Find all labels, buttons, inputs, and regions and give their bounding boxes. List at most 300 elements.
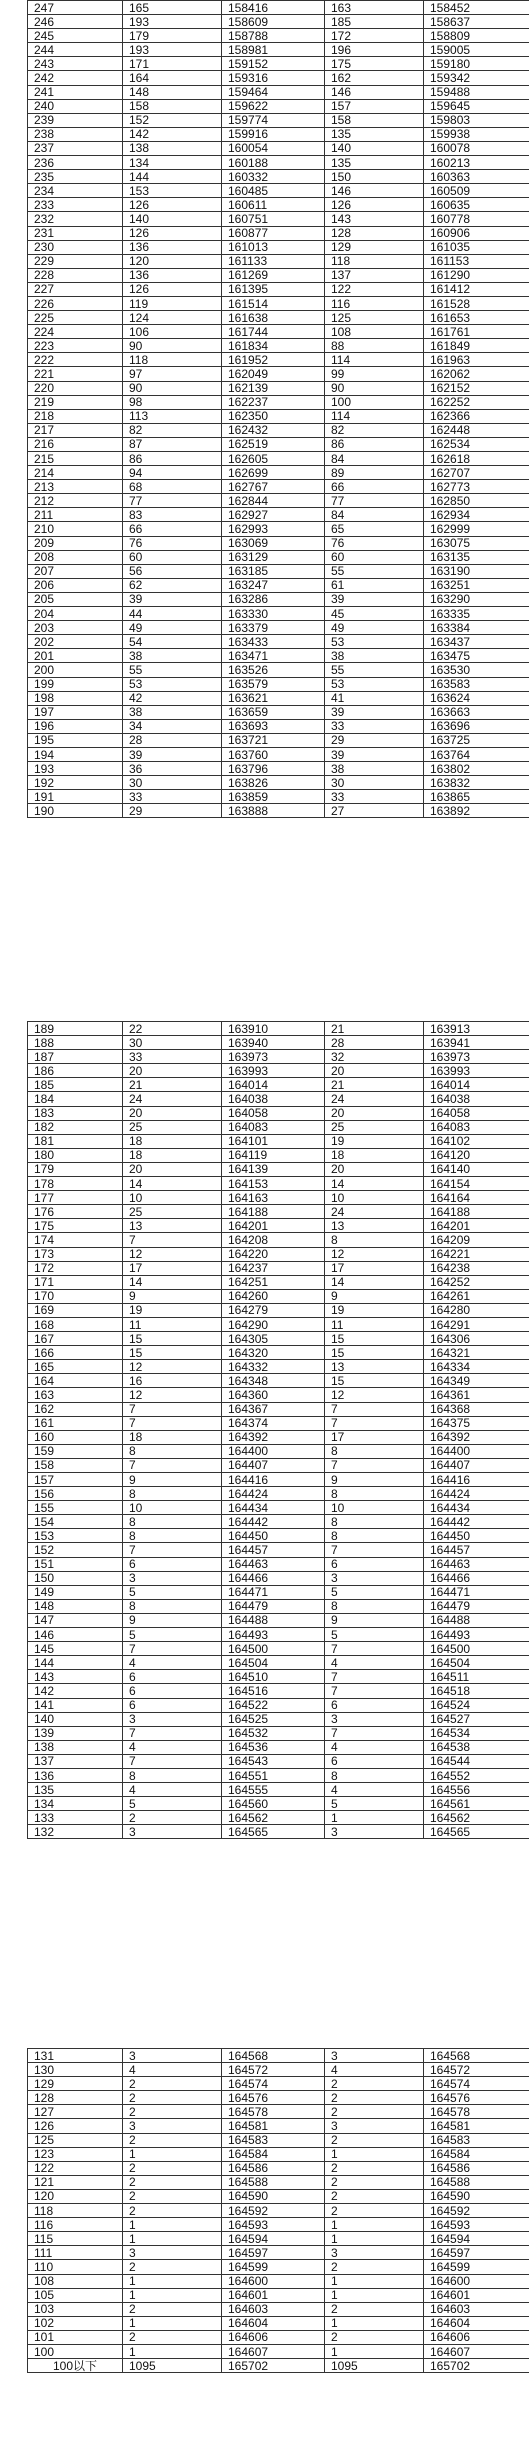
- table-cell: 164320: [222, 1346, 325, 1360]
- table-cell: 160906: [424, 226, 529, 240]
- table-cell: 215: [28, 452, 123, 466]
- table-cell: 2: [325, 2260, 424, 2274]
- table-row: [28, 1050, 529, 1064]
- table-cell: 223: [28, 339, 123, 353]
- table-cell: 163247: [222, 578, 325, 592]
- table-cell: 164599: [424, 2260, 529, 2274]
- table-cell: 164101: [222, 1134, 325, 1148]
- table-cell: 157: [28, 1473, 123, 1487]
- table-cell: 164607: [222, 2344, 325, 2358]
- table-cell: 1: [325, 2288, 424, 2302]
- table-cell: 1: [123, 2218, 222, 2232]
- table-cell: 164237: [222, 1261, 325, 1275]
- table-cell: 42: [123, 691, 222, 705]
- table-cell: 160188: [222, 156, 325, 170]
- table-cell: 170: [28, 1289, 123, 1303]
- table-cell: 164581: [222, 2119, 325, 2133]
- table-row: [28, 2119, 529, 2133]
- table-cell: 164538: [424, 1740, 529, 1754]
- table-cell: 2: [123, 2091, 222, 2105]
- table-cell: 164525: [222, 1712, 325, 1726]
- table-cell: 198: [28, 691, 123, 705]
- table-cell: 163796: [222, 762, 325, 776]
- table-row: [28, 1078, 529, 1092]
- table-cell: 129: [28, 2077, 123, 2091]
- table-cell: 165702: [424, 2359, 529, 2373]
- table-row: [28, 2091, 529, 2105]
- table-cell: 164592: [222, 2204, 325, 2218]
- table-cell: 24: [325, 1092, 424, 1106]
- table-cell: 1: [123, 2288, 222, 2302]
- table-cell: 163379: [222, 621, 325, 635]
- table-cell: 164479: [424, 1599, 529, 1613]
- table-cell: 164560: [222, 1797, 325, 1811]
- table-cell: 164407: [222, 1458, 325, 1472]
- table-cell: 39: [123, 747, 222, 761]
- table-cell: 164188: [424, 1205, 529, 1219]
- table-cell: 196: [325, 43, 424, 57]
- table-cell: 38: [325, 649, 424, 663]
- table-cell: 98: [123, 395, 222, 409]
- table-cell: 94: [123, 466, 222, 480]
- table-cell: 121: [28, 2175, 123, 2189]
- table-cell: 164416: [424, 1473, 529, 1487]
- table-cell: 241: [28, 85, 123, 99]
- table-cell: 65: [325, 522, 424, 536]
- table-cell: 163888: [222, 804, 325, 818]
- table-cell: 2: [123, 2161, 222, 2175]
- table-cell: 162927: [222, 508, 325, 522]
- table-cell: 164544: [424, 1754, 529, 1768]
- table-cell: 185: [325, 15, 424, 29]
- table-cell: 179: [123, 29, 222, 43]
- table-cell: 9: [325, 1289, 424, 1303]
- table-cell: 164457: [222, 1543, 325, 1557]
- table-cell: 164261: [424, 1289, 529, 1303]
- table-cell: 164594: [424, 2232, 529, 2246]
- table-cell: 86: [123, 452, 222, 466]
- table-cell: 61: [325, 578, 424, 592]
- table-cell: 13: [123, 1219, 222, 1233]
- table-cell: 143: [28, 1670, 123, 1684]
- table-cell: 32: [325, 1050, 424, 1064]
- table-cell: 157: [325, 99, 424, 113]
- table-cell: 164252: [424, 1275, 529, 1289]
- table-cell: 164392: [222, 1430, 325, 1444]
- table-cell: 164522: [222, 1698, 325, 1712]
- table-row: [28, 2189, 529, 2203]
- table-cell: 56: [123, 564, 222, 578]
- table-cell: 2: [123, 2204, 222, 2218]
- table-cell: 1: [325, 2274, 424, 2288]
- table-cell: 161395: [222, 282, 325, 296]
- table-row: [28, 381, 529, 395]
- table-cell: 162519: [222, 437, 325, 451]
- table-cell: 144: [123, 170, 222, 184]
- table-cell: 3: [123, 1712, 222, 1726]
- table-cell: 164594: [222, 2232, 325, 2246]
- table-cell: 158: [123, 99, 222, 113]
- table-row: [28, 57, 529, 71]
- table-cell: 160877: [222, 226, 325, 240]
- table-cell: 39: [123, 592, 222, 606]
- table-row: [28, 184, 529, 198]
- table-row: [28, 1656, 529, 1670]
- table-cell: 3: [325, 2119, 424, 2133]
- table-cell: 163941: [424, 1036, 529, 1050]
- table-cell: 164434: [222, 1501, 325, 1515]
- table-row: [28, 1317, 529, 1331]
- table-cell: 1: [325, 2316, 424, 2330]
- table-cell: 53: [325, 635, 424, 649]
- table-cell: 164332: [222, 1360, 325, 1374]
- table-cell: 161849: [424, 339, 529, 353]
- table-cell: 164516: [222, 1684, 325, 1698]
- table-cell: 122: [28, 2161, 123, 2175]
- table-cell: 159: [28, 1444, 123, 1458]
- table-cell: 163251: [424, 578, 529, 592]
- table-row: [28, 1613, 529, 1627]
- table-cell: 176: [28, 1205, 123, 1219]
- table-cell: 8: [123, 1768, 222, 1782]
- table-cell: 193: [123, 15, 222, 29]
- table-cell: 244: [28, 43, 123, 57]
- table-row: [28, 1811, 529, 1825]
- table-cell: 163075: [424, 536, 529, 550]
- table-cell: 33: [325, 790, 424, 804]
- table-cell: 2: [123, 2260, 222, 2274]
- table-cell: 90: [123, 339, 222, 353]
- table-cell: 164349: [424, 1374, 529, 1388]
- table-cell: 28: [123, 733, 222, 747]
- table-cell: 8: [325, 1233, 424, 1247]
- table-cell: 156: [28, 1487, 123, 1501]
- table-cell: 1: [123, 2274, 222, 2288]
- table-cell: 164238: [424, 1261, 529, 1275]
- table-cell: 164280: [424, 1303, 529, 1317]
- table-cell: 4: [123, 1740, 222, 1754]
- table-cell: 162432: [222, 423, 325, 437]
- table-cell: 21: [325, 1022, 424, 1036]
- table-cell: 24: [325, 1205, 424, 1219]
- table-cell: 77: [325, 494, 424, 508]
- table-row: [28, 1487, 529, 1501]
- table-cell: 164572: [424, 2063, 529, 2077]
- table-row: [28, 1571, 529, 1585]
- table-row: [28, 2274, 529, 2288]
- table-cell: 8: [123, 1599, 222, 1613]
- table-cell: 164360: [222, 1388, 325, 1402]
- table-cell: 164597: [222, 2246, 325, 2260]
- table-cell: 3: [123, 2049, 222, 2063]
- table-row: [28, 663, 529, 677]
- table-cell: 106: [123, 325, 222, 339]
- table-row: [28, 2288, 529, 2302]
- table-cell: 163865: [424, 790, 529, 804]
- table-row: [28, 1473, 529, 1487]
- table-cell: 161412: [424, 282, 529, 296]
- table-cell: 164576: [424, 2091, 529, 2105]
- table-row: [28, 437, 529, 451]
- table-cell: 164140: [424, 1162, 529, 1176]
- table-cell: 7: [123, 1754, 222, 1768]
- table-cell: 164584: [424, 2147, 529, 2161]
- table-cell: 164291: [424, 1317, 529, 1331]
- table-cell: 1: [325, 2147, 424, 2161]
- table-cell: 160509: [424, 184, 529, 198]
- table-cell: 2: [325, 2330, 424, 2344]
- table-cell: 38: [325, 762, 424, 776]
- table-row: [28, 2105, 529, 2119]
- table-cell: 164: [28, 1374, 123, 1388]
- table-cell: 10: [325, 1191, 424, 1205]
- table-cell: 39: [325, 705, 424, 719]
- table-cell: 229: [28, 254, 123, 268]
- table-cell: 83: [123, 508, 222, 522]
- table-cell: 87: [123, 437, 222, 451]
- table-cell: 164188: [222, 1205, 325, 1219]
- table-cell: 53: [123, 677, 222, 691]
- table-cell: 118: [123, 353, 222, 367]
- table-cell: 228: [28, 268, 123, 282]
- table-cell: 220: [28, 381, 123, 395]
- table-cell: 164209: [424, 1233, 529, 1247]
- table-cell: 2: [325, 2161, 424, 2175]
- table-cell: 163330: [222, 607, 325, 621]
- table-cell: 177: [28, 1191, 123, 1205]
- table-cell: 162366: [424, 409, 529, 423]
- table-cell: 164601: [222, 2288, 325, 2302]
- table-cell: 66: [325, 480, 424, 494]
- table-cell: 20: [325, 1106, 424, 1120]
- table-cell: 5: [123, 1585, 222, 1599]
- table-cell: 30: [123, 1036, 222, 1050]
- table-cell: 18: [123, 1148, 222, 1162]
- table-row: [28, 2204, 529, 2218]
- table-cell: 164574: [222, 2077, 325, 2091]
- table-cell: 218: [28, 409, 123, 423]
- table-cell: 142: [28, 1684, 123, 1698]
- table-cell: 18: [123, 1430, 222, 1444]
- table-cell: 163475: [424, 649, 529, 663]
- table-row: [28, 1712, 529, 1726]
- table-cell: 163721: [222, 733, 325, 747]
- table-cell: 164083: [424, 1120, 529, 1134]
- table-cell: 159488: [424, 85, 529, 99]
- table-cell: 1: [325, 1811, 424, 1825]
- table-cell: 236: [28, 156, 123, 170]
- table-cell: 163437: [424, 635, 529, 649]
- table-cell: 60: [123, 550, 222, 564]
- table-cell: 6: [123, 1557, 222, 1571]
- table-cell: 164471: [222, 1585, 325, 1599]
- table-cell: 127: [28, 2105, 123, 2119]
- table-cell: 162252: [424, 395, 529, 409]
- table-cell: 185: [28, 1078, 123, 1092]
- table-cell: 6: [325, 1557, 424, 1571]
- score-table-part-3: [27, 2048, 529, 2373]
- table-cell: 140: [28, 1712, 123, 1726]
- table-cell: 162767: [222, 480, 325, 494]
- table-cell: 163910: [222, 1022, 325, 1036]
- table-cell: 10: [123, 1191, 222, 1205]
- table-cell: 164488: [424, 1613, 529, 1627]
- table-cell: 161133: [222, 254, 325, 268]
- table-cell: 164479: [222, 1599, 325, 1613]
- table-cell: 163: [325, 1, 424, 15]
- table-row: [28, 1501, 529, 1515]
- table-cell: 164058: [424, 1106, 529, 1120]
- table-row: [28, 85, 529, 99]
- table-cell: 2: [123, 2105, 222, 2119]
- table-cell: 164599: [222, 2260, 325, 2274]
- table-row: [28, 1754, 529, 1768]
- table-cell: 164014: [222, 1078, 325, 1092]
- table-cell: 160778: [424, 212, 529, 226]
- table-row: [28, 1585, 529, 1599]
- table-row: [28, 1740, 529, 1754]
- table-cell: 179: [28, 1162, 123, 1176]
- table-cell: 100: [325, 395, 424, 409]
- table-row: [28, 1092, 529, 1106]
- table-row: [28, 212, 529, 226]
- table-cell: 163760: [222, 747, 325, 761]
- table-row: [28, 790, 529, 804]
- table-row: [28, 325, 529, 339]
- table-cell: 82: [123, 423, 222, 437]
- table-cell: 10: [123, 1501, 222, 1515]
- table-row: [28, 1148, 529, 1162]
- table-cell: 207: [28, 564, 123, 578]
- table-cell: 164576: [222, 2091, 325, 2105]
- table-row: [28, 198, 529, 212]
- table-cell: 3: [325, 2246, 424, 2260]
- table-cell: 159774: [222, 113, 325, 127]
- table-row: [28, 1726, 529, 1740]
- table-cell: 2: [123, 2077, 222, 2091]
- table-cell: 164588: [424, 2175, 529, 2189]
- table-row: [28, 311, 529, 325]
- table-cell: 162139: [222, 381, 325, 395]
- table-row: [28, 1670, 529, 1684]
- table-cell: 164493: [222, 1628, 325, 1642]
- table-cell: 135: [325, 127, 424, 141]
- table-cell: 155: [28, 1501, 123, 1515]
- table-row: [28, 592, 529, 606]
- table-cell: 126: [123, 226, 222, 240]
- table-cell: 12: [123, 1360, 222, 1374]
- table-cell: 164407: [424, 1458, 529, 1472]
- table-cell: 39: [325, 592, 424, 606]
- table-cell: 123: [28, 2147, 123, 2161]
- table-cell: 44: [123, 607, 222, 621]
- table-cell: 113: [123, 409, 222, 423]
- table-cell: 164392: [424, 1430, 529, 1444]
- table-cell: 4: [325, 1740, 424, 1754]
- table-row: [28, 1275, 529, 1289]
- table-cell: 199: [28, 677, 123, 691]
- table-body-2: [28, 1022, 529, 1839]
- table-cell: 99: [325, 367, 424, 381]
- table-cell: 8: [325, 1599, 424, 1613]
- table-cell: 45: [325, 607, 424, 621]
- table-cell: 144: [28, 1656, 123, 1670]
- table-body-3: [28, 2049, 529, 2373]
- table-cell: 76: [325, 536, 424, 550]
- table-cell: 3: [123, 2119, 222, 2133]
- table-cell: 186: [28, 1064, 123, 1078]
- table-cell: 82: [325, 423, 424, 437]
- table-cell: 167: [28, 1332, 123, 1346]
- table-cell: 216: [28, 437, 123, 451]
- table-cell: 62: [123, 578, 222, 592]
- table-cell: 191: [28, 790, 123, 804]
- table-cell: 84: [325, 508, 424, 522]
- table-cell: 1095: [325, 2359, 424, 2373]
- table-cell: 164321: [424, 1346, 529, 1360]
- table-cell: 163663: [424, 705, 529, 719]
- table-cell: 4: [123, 2063, 222, 2077]
- table-row: [28, 1515, 529, 1529]
- table-cell: 164038: [222, 1092, 325, 1106]
- table-cell: 146: [325, 184, 424, 198]
- table-cell: 114: [325, 409, 424, 423]
- table-cell: 164424: [222, 1487, 325, 1501]
- table-cell: 217: [28, 423, 123, 437]
- table-cell: 163335: [424, 607, 529, 621]
- table-cell: 116: [325, 296, 424, 310]
- table-cell: 159622: [222, 99, 325, 113]
- table-cell: 161: [28, 1416, 123, 1430]
- table-cell: 1095: [123, 2359, 222, 2373]
- table-cell: 162534: [424, 437, 529, 451]
- table-cell: 164220: [222, 1247, 325, 1261]
- table-cell: 164434: [424, 1501, 529, 1515]
- table-cell: 226: [28, 296, 123, 310]
- table-cell: 150: [325, 170, 424, 184]
- table-cell: 4: [123, 1783, 222, 1797]
- table-cell: 193: [123, 43, 222, 57]
- table-cell: 245: [28, 29, 123, 43]
- table-cell: 8: [325, 1529, 424, 1543]
- table-cell: 10: [325, 1501, 424, 1515]
- table-cell: 8: [325, 1515, 424, 1529]
- table-cell: 163993: [424, 1064, 529, 1078]
- table-cell: 2: [325, 2302, 424, 2316]
- table-cell: 5: [325, 1585, 424, 1599]
- table-cell: 164574: [424, 2077, 529, 2091]
- table-cell: 28: [325, 1036, 424, 1050]
- table-cell: 7: [325, 1416, 424, 1430]
- table-cell: 7: [325, 1684, 424, 1698]
- table-cell: 163129: [222, 550, 325, 564]
- table-cell: 149: [28, 1585, 123, 1599]
- table-row: [28, 1797, 529, 1811]
- table-row: [28, 423, 529, 437]
- table-cell: 90: [325, 381, 424, 395]
- table-cell: 164572: [222, 2063, 325, 2077]
- table-cell: 120: [28, 2189, 123, 2203]
- table-cell: 163973: [424, 1050, 529, 1064]
- table-cell: 3: [325, 1712, 424, 1726]
- table-cell: 159152: [222, 57, 325, 71]
- table-cell: 164578: [222, 2105, 325, 2119]
- table-cell: 8: [123, 1515, 222, 1529]
- table-cell: 164588: [222, 2175, 325, 2189]
- table-cell: 211: [28, 508, 123, 522]
- table-cell: 163696: [424, 719, 529, 733]
- table-cell: 178: [28, 1177, 123, 1191]
